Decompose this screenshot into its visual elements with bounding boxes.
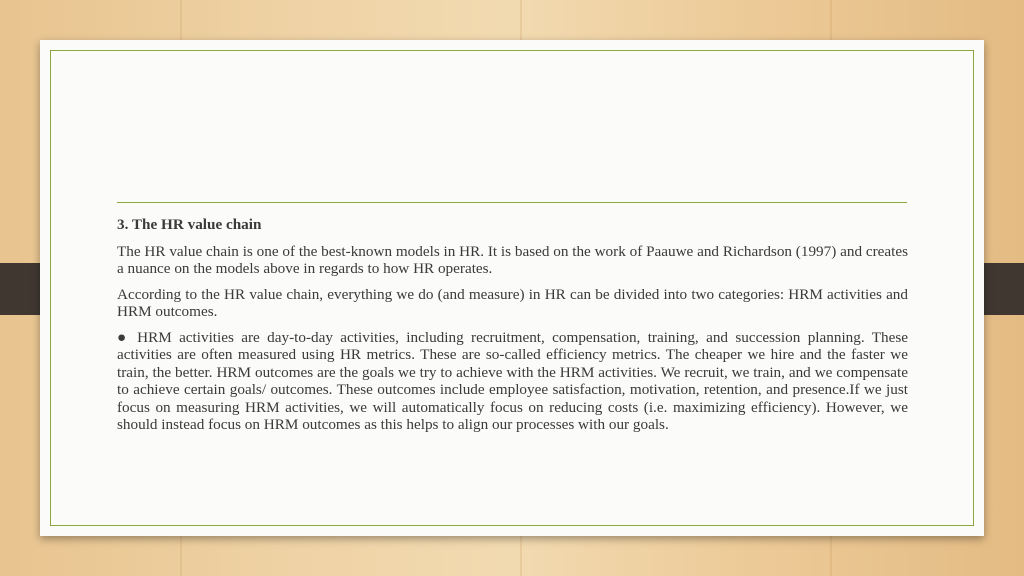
title-divider-line [117, 202, 907, 203]
slide-body [117, 216, 908, 442]
bullet-paragraph: ● HRM activities are day-to-day activities, including recruitment, compensation, training, and succession planning. These activities are often measured using HR metrics. These are so-called efficiency metrics. The cheaper we hire and the faster we train, the better. HRM outcomes are the goals we try to achieve with the HRM activities. We recruit, we train, and we compensate to achieve certain goals/ outcomes. These outcomes include employee satisfaction, motivation, retention, and presence.If we just focus on measuring HRM activities, we will automatically focus on reducing costs (i.e. maximizing efficiency). However, we should instead focus on HRM outcomes as this helps to align our processes with our goals. [117, 328, 908, 433]
slide-card [40, 40, 984, 536]
categories-paragraph: According to the HR value chain, everything we do (and measure) in HR can be divided into two categories: HRM activities and HRM outcomes. [117, 285, 908, 320]
section-heading: 3. The HR value chain [117, 216, 262, 233]
intro-paragraph: The HR value chain is one of the best-known models in HR. It is based on the work of Paauwe and Richardson (1997) and creates a nuance on the models above in regards to how HR operates. [117, 242, 908, 277]
